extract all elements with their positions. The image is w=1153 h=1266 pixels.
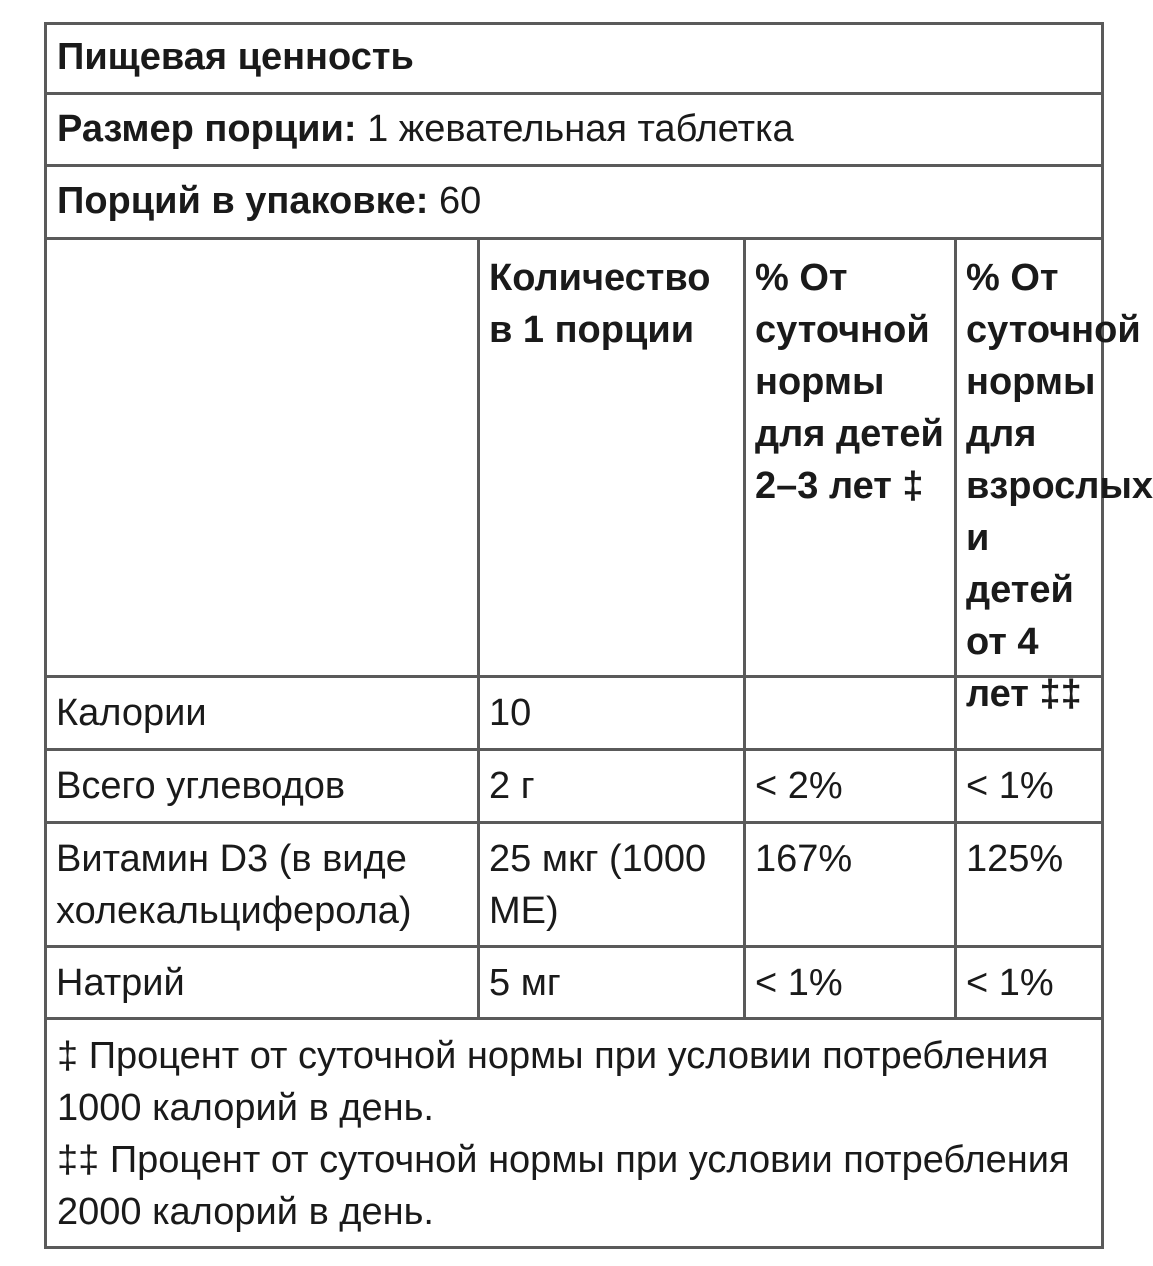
nutrient-dv-adults [954, 678, 1104, 748]
footnote-adults: ‡‡ Процент от суточной нормы при условии потребления 2000 калорий в день. [57, 1139, 1070, 1233]
nutrient-name: Натрий [44, 948, 480, 1017]
serving-size-label: Размер порции: [57, 108, 357, 150]
table-row [44, 948, 1104, 1020]
table-row [44, 751, 1104, 824]
nutrient-name: Калории [44, 678, 480, 748]
nutrient-dv-children: < 2% [743, 751, 957, 821]
header-cell-dv-adults: % От суточной нормы для взрослых и детей от 4 лет ‡‡ [966, 257, 1153, 715]
servings-per-container-row [44, 167, 1104, 240]
nutrient-amount: 25 мкг (1000 МЕ) [477, 824, 746, 945]
header-cell-name [44, 240, 480, 675]
panel-title-row [44, 22, 1104, 95]
nutrient-dv-adults: < 1% [966, 765, 1054, 807]
panel-title: Пищевая ценность [57, 36, 414, 78]
nutrient-dv-children: < 1% [743, 948, 957, 1017]
nutrition-facts-viewport [44, 22, 1153, 1249]
nutrient-amount: 5 мг [477, 948, 746, 1017]
nutrient-name: Витамин D3 (в виде холекальциферола) [44, 824, 480, 945]
table-row [44, 824, 1104, 948]
nutrient-name: Всего углеводов [44, 751, 480, 821]
footnotes [44, 1020, 1104, 1238]
nutrient-dv-adults: 125% [966, 838, 1064, 880]
servings-label: Порций в упаковке: [57, 180, 429, 222]
header-cell-amount: Количество в 1 порции [477, 240, 746, 675]
header-cell-dv-children: % От суточной нормы для детей 2–3 лет ‡ [743, 240, 957, 675]
serving-size-value: 1 жевательная таблетка [367, 108, 794, 150]
nutrient-amount: 2 г [477, 751, 746, 821]
servings-value: 60 [438, 180, 482, 222]
nutrient-dv-children: 167% [743, 824, 957, 945]
footnote-children: ‡ Процент от суточной нормы при условии потребления 1000 калорий в день. [57, 1035, 1049, 1129]
nutrient-dv-adults: < 1% [966, 962, 1054, 1004]
nutrient-dv-children [743, 678, 957, 748]
serving-size-row [44, 95, 1104, 167]
nutrient-amount: 10 [477, 678, 746, 748]
table-row [44, 678, 1104, 751]
